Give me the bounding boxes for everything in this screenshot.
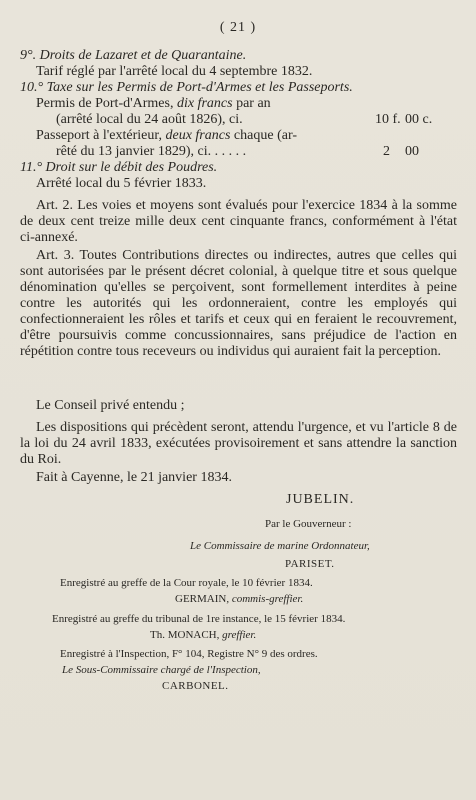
page-number: ( 21 ): [219, 20, 257, 35]
par-le-gouverneur: Par le Gouverneur :: [265, 518, 352, 530]
article-2: Art. 2. Les voies et moyens sont évalués pour l'exercice 1834 à la somme de deux cent treize mille deux cent cinquante francs, conformément à l'état ci-annexé.: [20, 198, 457, 245]
amount-francs: 2: [383, 144, 390, 159]
greffe-2-signature: Th. MONACH, greffier.: [150, 629, 257, 641]
sous-commissaire-title: Le Sous-Commissaire chargé de l'Inspection,: [62, 664, 261, 676]
greffe-tribunal: Enregistré au greffe du tribunal de 1re instance, le 15 février 1834.: [52, 613, 346, 625]
date-line: Fait à Cayenne, le 21 janvier 1834.: [36, 470, 232, 485]
item-10-port-armes-line-1: Permis de Port-d'Armes, dix francs par an: [36, 96, 271, 111]
amount-cents: 00 c.: [405, 112, 433, 127]
inspection-line: Enregistré à l'Inspection, F° 104, Registre N° 9 des ordres.: [60, 648, 318, 660]
carbonel-signature: CARBONEL.: [162, 680, 229, 692]
commissaire-name: PARISET.: [285, 558, 335, 570]
dispositions-paragraph: Les dispositions qui précèdent seront, attendu l'urgence, et vu l'article 8 de la loi du 24 avril 1833, exécutées provisoirement et sans attendre la sanction du Roi.: [20, 420, 457, 467]
article-3: Art. 3. Toutes Contributions directes ou indirectes, autres que celles qui sont autorisées par le présent décret colonial, à quelque titre et sous quelque dénomination qu'elles se perçoivent, sont formellement interdites à peine contre les autorités qui les ordonneraient, contre les employés qui confectionneraient les rôles et tarifs et ceux qui en feraient le recouvrement, d'être poursuivis comme concussionnaires, sans préjudice de l'action en répétition contre tous receveurs ou individus qui auraient fait la perception.: [20, 248, 457, 359]
commissaire-title: Le Commissaire de marine Ordonnateur,: [190, 540, 370, 552]
item-9-text: Tarif réglé par l'arrêté local du 4 septembre 1832.: [36, 64, 313, 79]
signature-jubelin: JUBELIN.: [286, 492, 355, 507]
item-11-heading: 11.° Droit sur le débit des Poudres.: [20, 160, 218, 175]
greffe-1-signature: GERMAIN, commis-greffier.: [175, 593, 304, 605]
item-9-heading: 9°. Droits de Lazaret et de Quarantaine.: [20, 48, 247, 63]
amount-cents: 00: [405, 144, 419, 159]
item-10-heading: 10.° Taxe sur les Permis de Port-d'Armes et les Passeports.: [20, 80, 353, 95]
item-10-port-armes-line-2: (arrêté local du 24 août 1826), ci.: [56, 112, 243, 127]
amount-francs: 10 f.: [375, 112, 401, 127]
item-10-passeport-line-1: Passeport à l'extérieur, deux francs chaque (ar-: [36, 128, 297, 143]
item-11-text: Arrêté local du 5 février 1833.: [36, 176, 207, 191]
item-10-passeport-line-2: rêté du 13 janvier 1829), ci. . . . . .: [56, 144, 247, 159]
conseil-line: Le Conseil privé entendu ;: [36, 398, 185, 413]
greffe-cour-royale: Enregistré au greffe de la Cour royale, le 10 février 1834.: [60, 577, 313, 589]
